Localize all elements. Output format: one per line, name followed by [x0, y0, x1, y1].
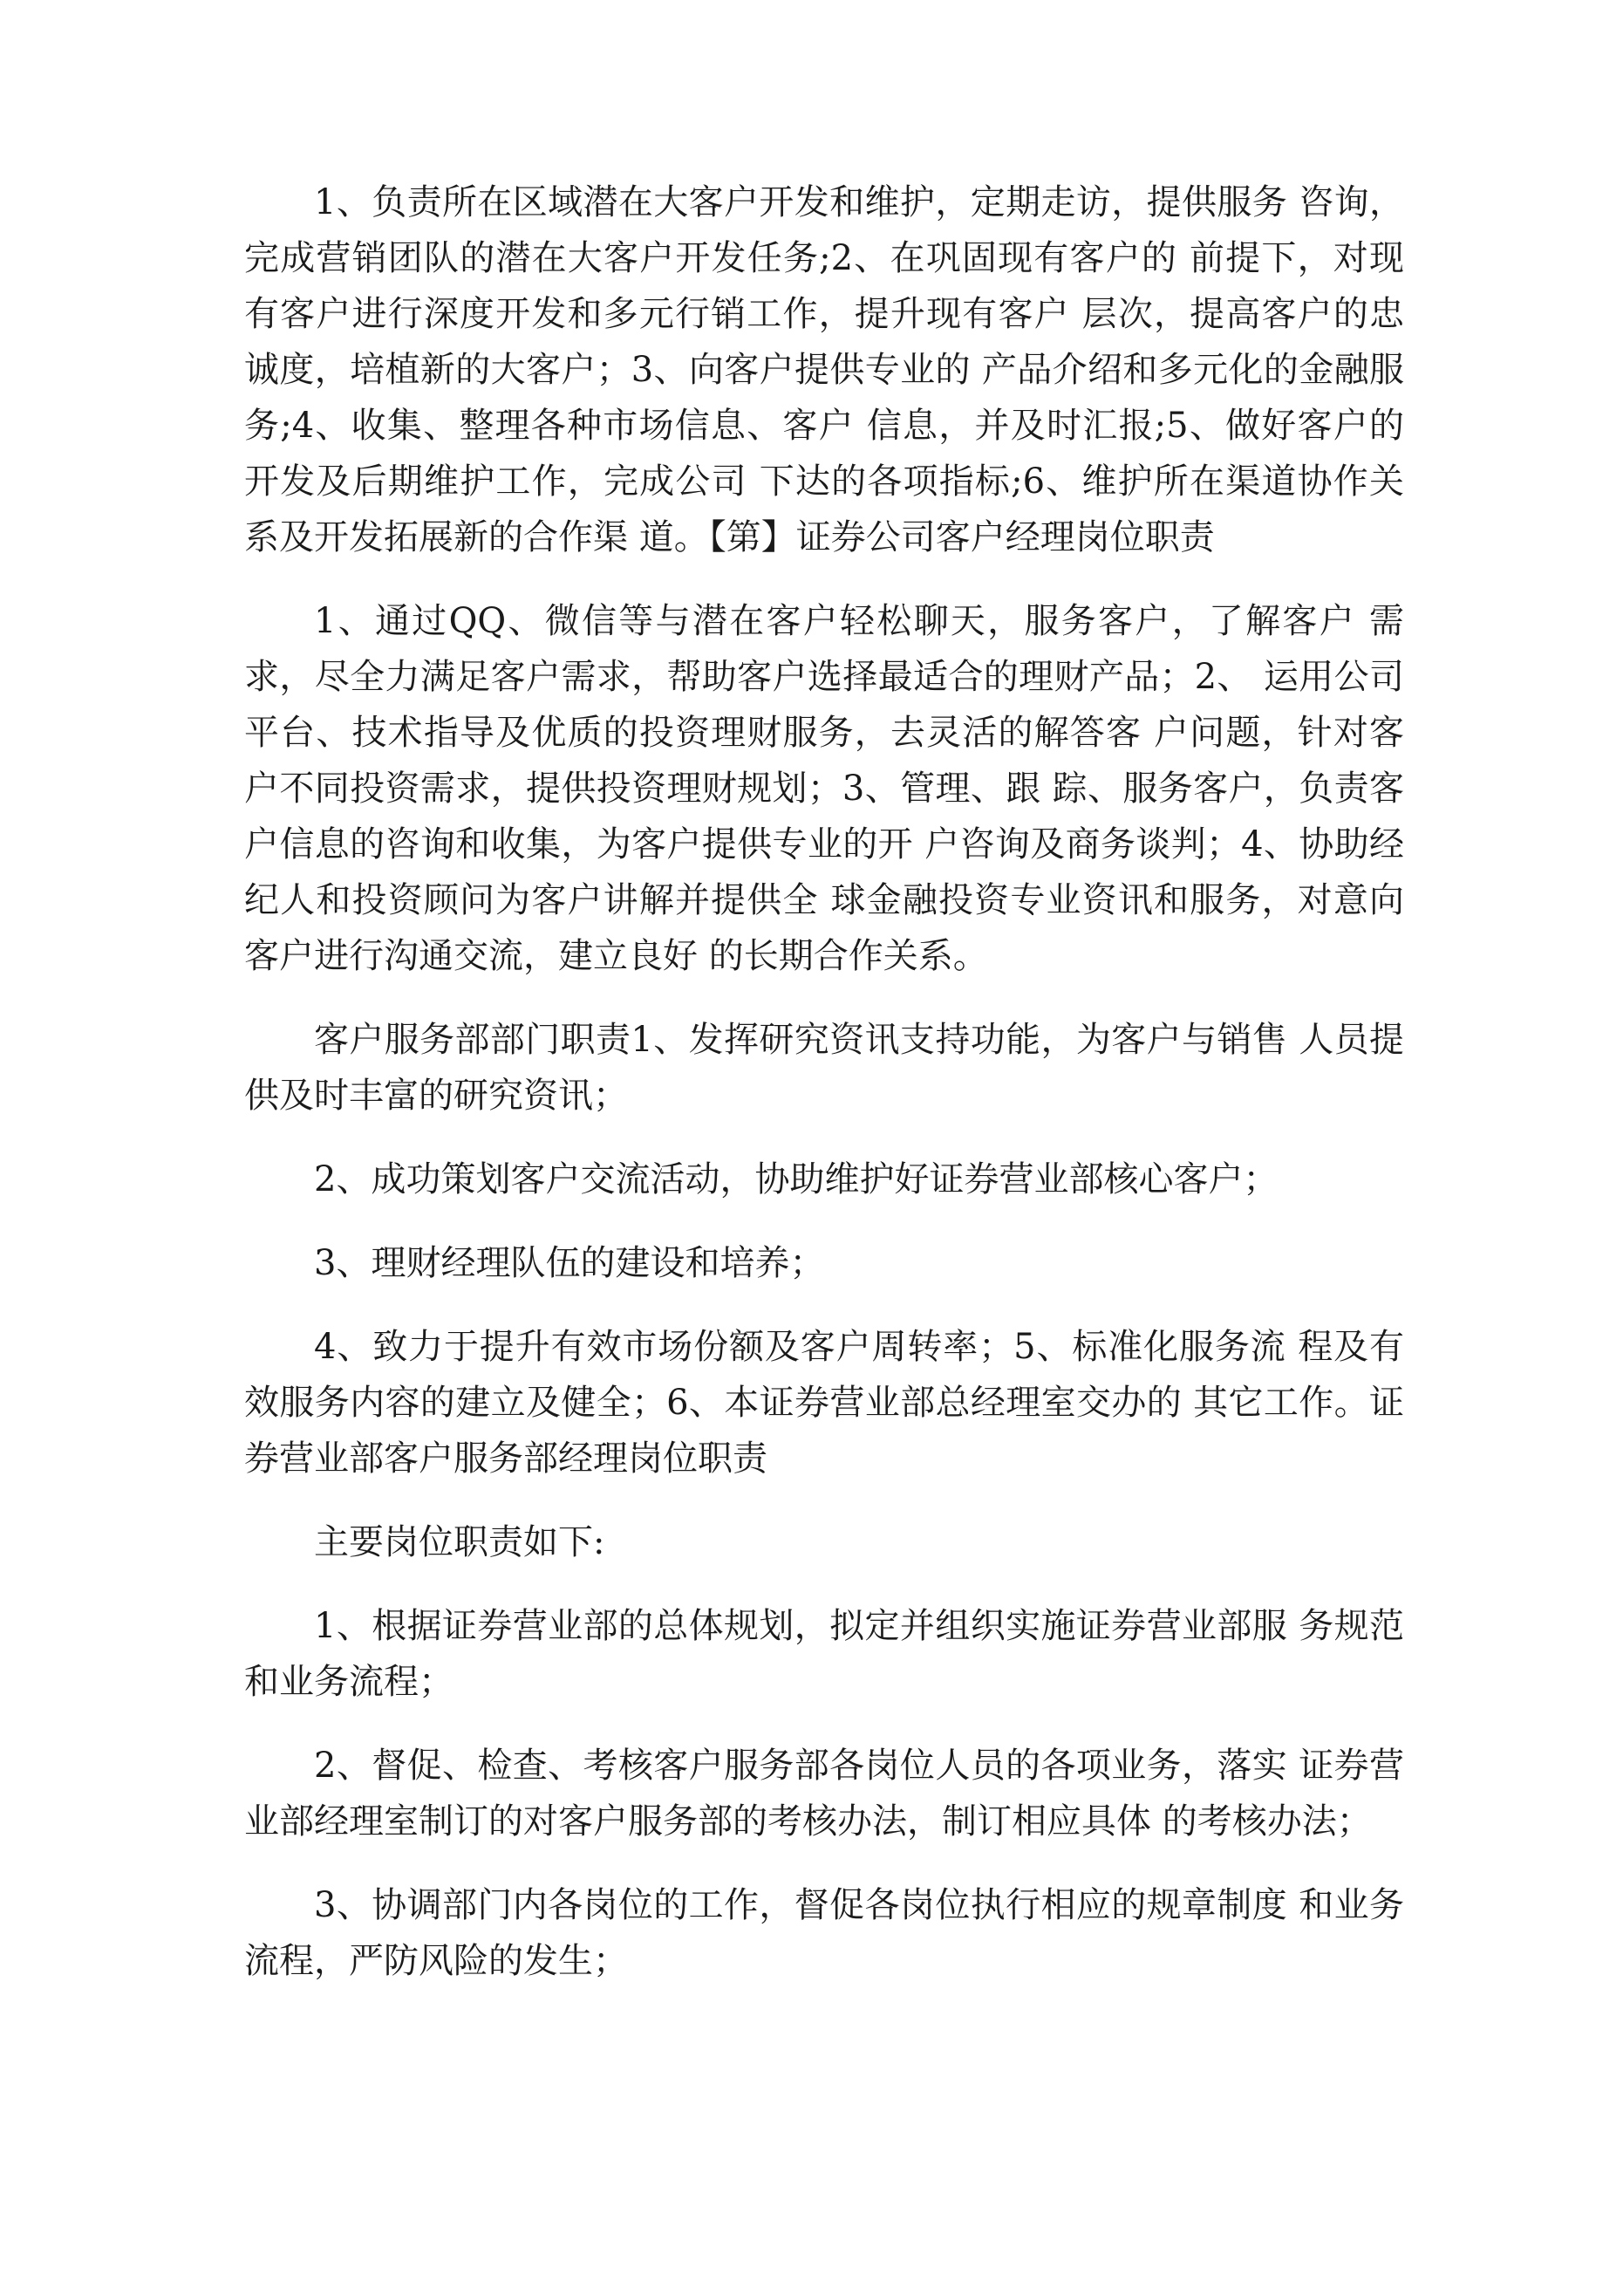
paragraph-7: 主要岗位职责如下:: [314, 1522, 605, 1562]
paragraph-3: 客户服务部部门职责1、发挥研究资讯支持功能，为客户与销售 人员提供及时丰富的研究资讯；: [244, 1020, 1404, 1116]
paragraph-2: 1、通过QQ、微信等与潜在客户轻松聊天，服务客户，了解客户 需求，尽全力满足客户需求，帮助客户选择最适合的理财产品；2、 运用公司平台、技术指导及优质的投资理财服务，去灵活的解答客 户问题，针对客户不同投资需求，提供投资理财规划；3、管理、跟 踪、服务客户，负责客户信息的咨询和收集，为客户提供专业的开 户咨询及商务谈判；4、协助经纪人和投资顾问为客户讲解并提供全 球金融投资专业资讯和服务，对意向客户进行沟通交流，建立良好 的长期合作关系。: [244, 601, 1404, 976]
paragraph-8: 1、根据证券营业部的总体规划，拟定并组织实施证券营业部服 务规范和业务流程；: [244, 1606, 1404, 1702]
paragraph-6: 4、致力于提升有效市场份额及客户周转率；5、标准化服务流 程及有效服务内容的建立及健全；6、本证券营业部总经理室交办的 其它工作。证券营业部客户服务部经理岗位职责: [244, 1327, 1404, 1479]
paragraph-9: 2、督促、检查、考核客户服务部各岗位人员的各项业务，落实 证券营业部经理室制订的对客户服务部的考核办法，制订相应具体 的考核办法；: [244, 1746, 1404, 1842]
paragraph-5: 3、理财经理队伍的建设和培养；: [314, 1243, 825, 1283]
paragraph-4: 2、成功策划客户交流活动，协助维护好证券营业部核心客户；: [314, 1159, 1279, 1199]
paragraph-10: 3、协调部门内各岗位的工作，督促各岗位执行相应的规章制度 和业务流程，严防风险的发生；: [244, 1885, 1404, 1981]
document-page: [244, 174, 1404, 2017]
paragraph-1: 1、负责所在区域潜在大客户开发和维护，定期走访，提供服务 咨询，完成营销团队的潜在大客户开发任务;2、在巩固现有客户的 前提下，对现有客户进行深度开发和多元行销工作，提升现有客户 层次，提高客户的忠诚度，培植新的大客户；3、向客户提供专业的 产品介绍和多元化的金融服务;4、收集、整理各种市场信息、客户 信息，并及时汇报;5、做好客户的开发及后期维护工作，完成公司 下达的各项指标;6、维护所在渠道协作关系及开发拓展新的合作渠 道。【第】证券公司客户经理岗位职责: [244, 182, 1404, 557]
